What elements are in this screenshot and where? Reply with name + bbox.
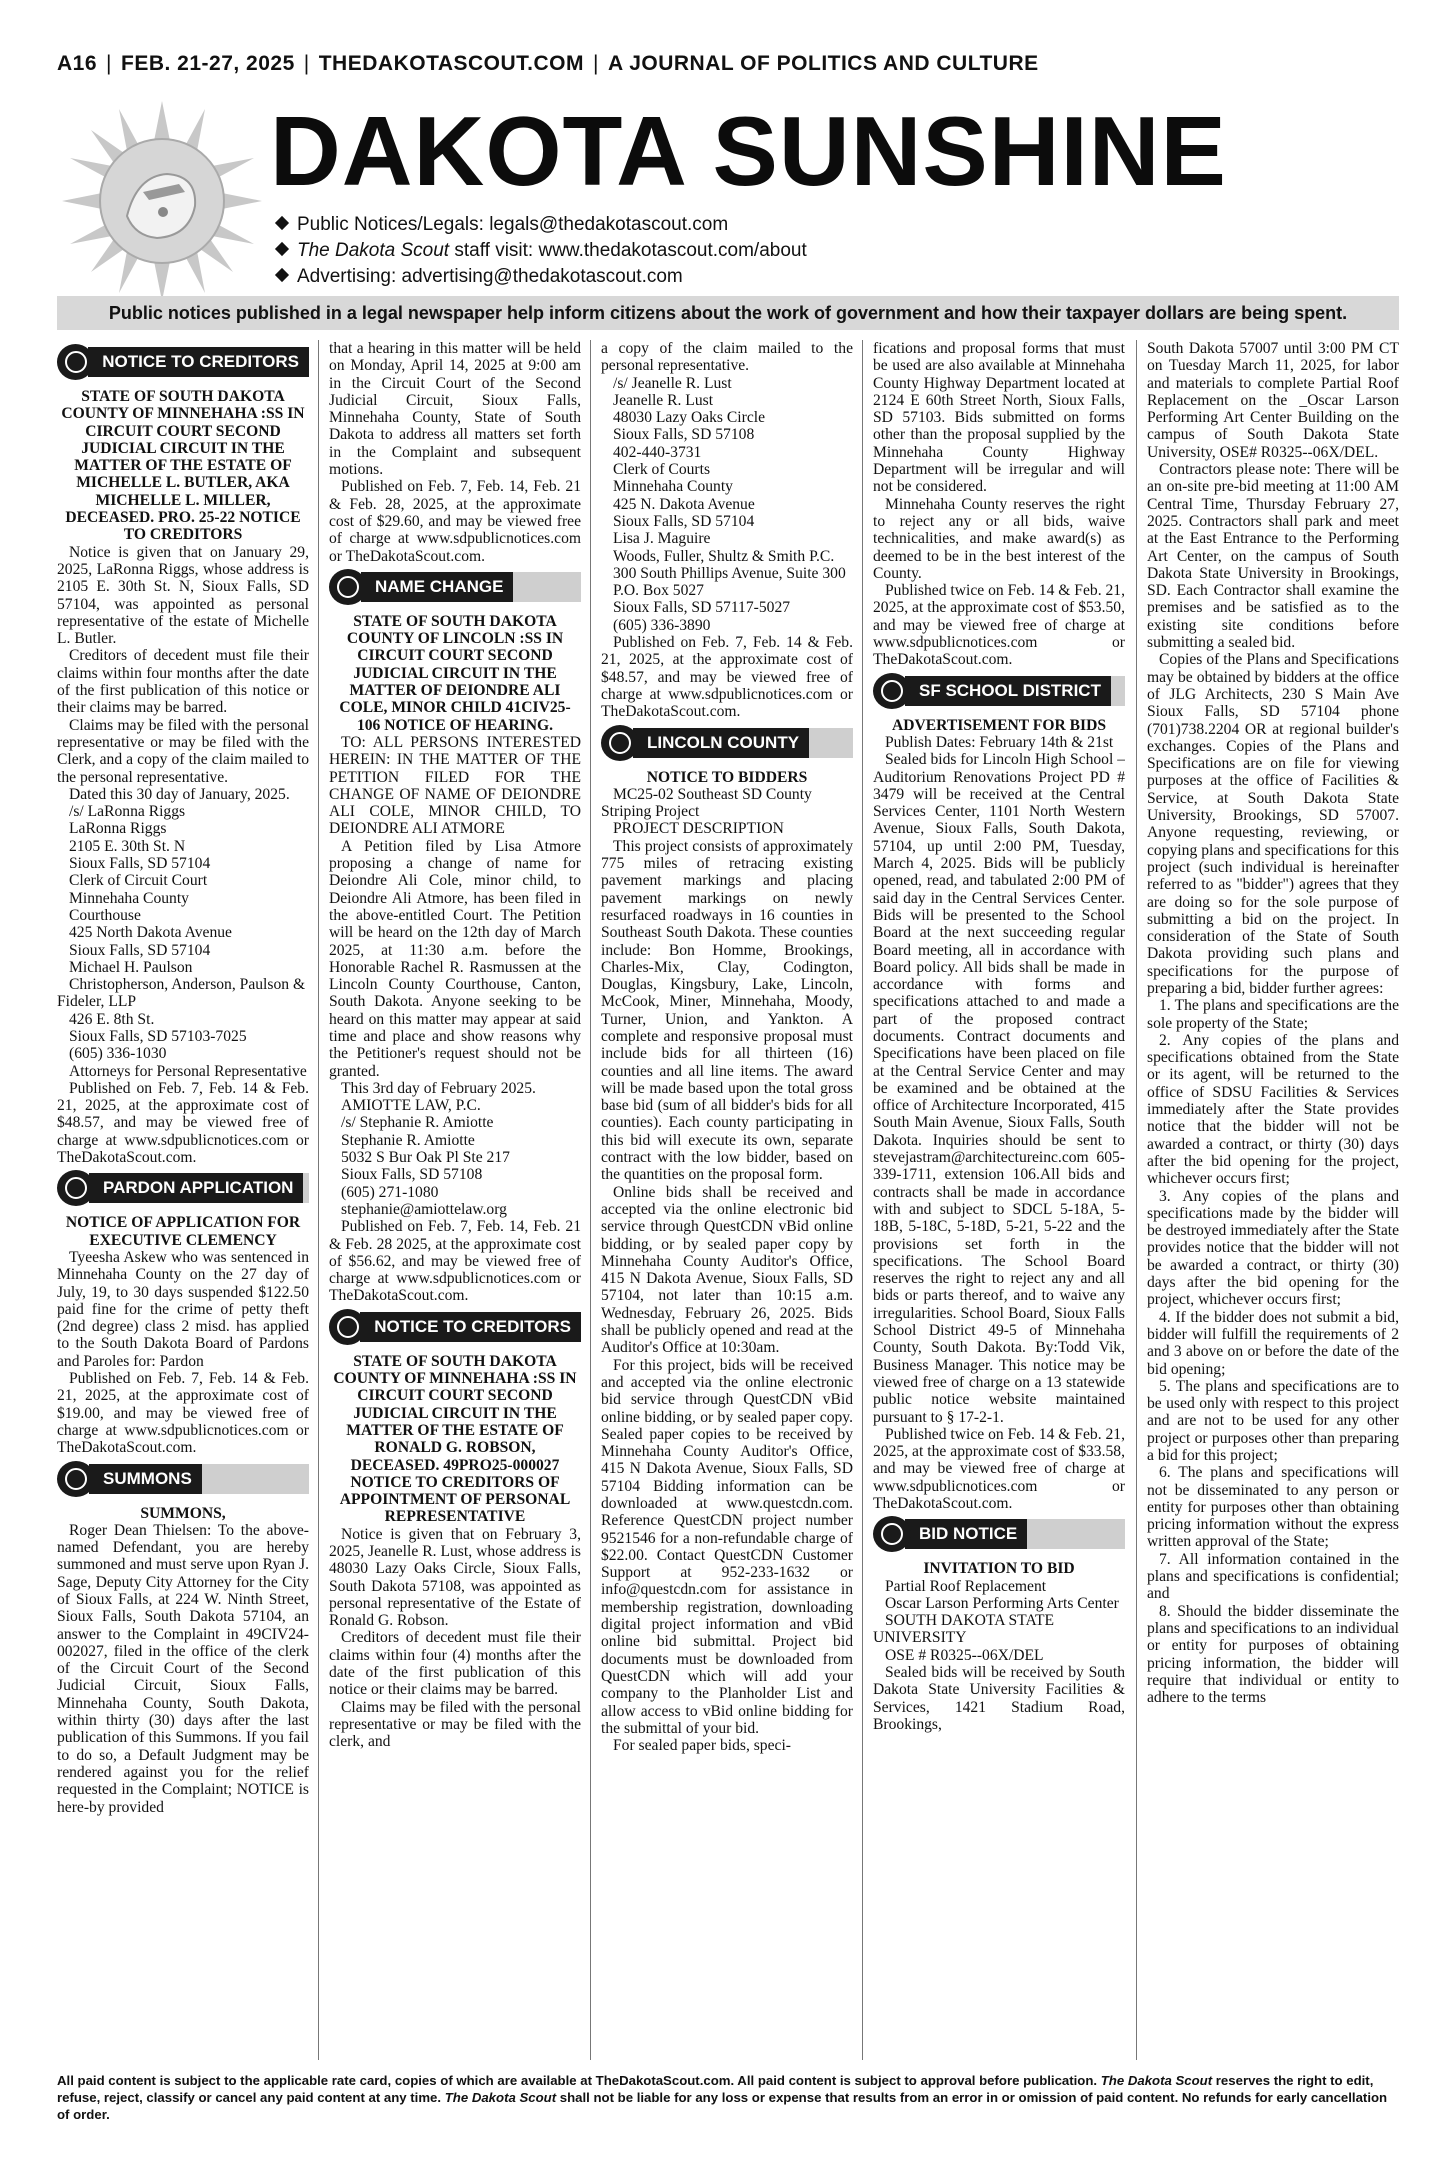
notice-paragraph: Notice is given that on January 29, 2025, LaRonna Riggs, whose address is 2105 E. 30th St. N, Sioux Falls, SD 57104, was appointed as personal representative of the estate of Michelle L. Butler. bbox=[57, 543, 309, 648]
contact-ads bbox=[275, 264, 807, 290]
publication-note: Published on Feb. 7, Feb. 14, Feb. 21 & Feb. 28, 2025, at the approximate cost of $29.60, and may be viewed free of charge at www.sdpublicnotices.com or TheDakotaScout.com. bbox=[329, 478, 581, 565]
notice-line: 425 N. Dakota Avenue bbox=[613, 495, 755, 513]
contact-staff-paper: The Dakota Scout bbox=[297, 240, 450, 261]
notice-caption: NOTICE TO BIDDERS bbox=[646, 768, 808, 786]
section-header-lincoln-county bbox=[601, 725, 853, 761]
notice-paragraph: Creditors of decedent must file their claims within four (4) months after the date of the first publication of this notice or their claims may be barred. bbox=[329, 1629, 581, 1699]
disclaimer-text: reserves the right to edit, refuse, reject, classify or cancel any paid content at any time. bbox=[57, 2073, 1374, 2105]
contact-legals bbox=[275, 212, 807, 238]
section-header-pardon-application bbox=[57, 1170, 309, 1206]
notice-paragraph: Minnehaha County reserves the right to reject any or all bids, waive technicalities, and make award(s) as deemed to be in the best interest of the County. bbox=[873, 495, 1125, 582]
notice-paragraph: Notice is given that on February 3, 2025, Jeanelle R. Lust, whose address is 48030 Lazy Oaks Circle, Sioux Falls, South Dakota 57108, was appointed as personal representative of the Estate of Ronald G. Robson. bbox=[329, 1525, 581, 1630]
notice-paragraph: TO: ALL PERSONS INTERESTED HEREIN: IN THE MATTER OF THE PETITION FILED FOR THE CHANGE OF NAME OF DEIONDRE ALI COLE, MINOR CHILD, TO DEIONDRE ALI ATMORE bbox=[329, 733, 581, 838]
notice-caption: ADVERTISEMENT FOR BIDS bbox=[891, 716, 1107, 734]
section-title: BID NOTICE bbox=[905, 1519, 1027, 1549]
notice-caption: STATE OF SOUTH DAKOTA COUNTY OF MINNEHAHA :SS IN CIRCUIT COURT SECOND JUDICIAL CIRCUIT IN THE MATTER OF THE ESTATE OF RONALD G. ROBSON, DECEASED. 49PRO25-000027 NOTICE TO CREDITORS OF APPOINTMENT OF PERSONAL REPRESENTATIVE bbox=[333, 1352, 577, 1526]
section-title: PARDON APPLICATION bbox=[89, 1173, 303, 1203]
column-5 bbox=[1147, 340, 1399, 2062]
notice-line: Michael H. Paulson bbox=[69, 958, 193, 976]
section-header-name-change bbox=[329, 569, 581, 605]
diamond-bullet-icon bbox=[275, 216, 289, 230]
notice-line: Sioux Falls, SD 57108 bbox=[613, 426, 755, 444]
notice-line: (605) 271-1080 bbox=[341, 1183, 439, 1201]
tagline: A JOURNAL OF POLITICS AND CULTURE bbox=[607, 52, 1039, 75]
list-item: 1. The plans and specifications are the sole property of the State; bbox=[1147, 997, 1399, 1032]
notice-caption: NOTICE OF APPLICATION FOR EXECUTIVE CLEMENCY bbox=[65, 1214, 301, 1249]
section-title: SF SCHOOL DISTRICT bbox=[905, 676, 1111, 706]
notice-paragraph: a copy of the claim mailed to the personal representative. bbox=[601, 340, 853, 375]
notice-line: Lisa J. Maguire bbox=[613, 530, 711, 548]
publication-note: Published twice on Feb. 14 & Feb. 21, 2025, at the approximate cost of $53.50, and may be viewed free of charge at www.sdpublicnotices.com or TheDakotaScout.com. bbox=[873, 582, 1125, 669]
notice-paragraph: South Dakota 57007 until 3:00 PM CT on Tuesday March 11, 2025, for labor and materials to complete Partial Roof Replacement on the _Oscar Larson Performing Art Center Building on the campus of South Dakota State University, OSE# R0325--06X/DEL. bbox=[1147, 340, 1399, 461]
publication-note: Published on Feb. 7, Feb. 14, Feb. 21 & Feb. 28 2025, at the approximate cost of $56.62, and may be viewed free of charge at www.sdpublicnotices.com or TheDakotaScout.com. bbox=[329, 1218, 581, 1305]
notice-caption: STATE OF SOUTH DAKOTA COUNTY OF MINNEHAHA :SS IN CIRCUIT COURT SECOND JUDICIAL CIRCUIT IN THE MATTER OF THE ESTATE OF MICHELLE L. BUTLER, AKA MICHELLE L. MILLER, DECEASED. PRO. 25-22 NOTICE TO CREDITORS bbox=[61, 388, 305, 544]
disclaimer-paper-name: The Dakota Scout bbox=[1100, 2073, 1213, 2088]
section-title: LINCOLN COUNTY bbox=[633, 728, 809, 758]
section-title: SUMMONS bbox=[89, 1464, 202, 1494]
column-3 bbox=[601, 340, 853, 2062]
notice-paragraph: fications and proposal forms that must be used are also available at Minnehaha County Highway Department located at 2124 E 60th Street North, Sioux Falls, SD 57103. Bids submitted on forms other than the proposal supplied by the Minnehaha County Highway Department will be irregular and will not be considered. bbox=[873, 340, 1125, 496]
notice-paragraph: Online bids shall be received and accepted via the online electronic bid service through QuestCDN vBid online bidding, or by sealed paper copy by Minnehaha County Auditor's Office, 415 N Dakota Avenue, Sioux Falls, SD 57104, not later than 10:15 a.m. Wednesday, February 26, 2025. Bids shall be publicly opened and read at the Auditor's Office at 10:30am. bbox=[601, 1183, 853, 1357]
notice-line: Sioux Falls, SD 57117-5027 bbox=[613, 599, 791, 617]
section-header-summons bbox=[57, 1461, 309, 1497]
seal-icon bbox=[873, 673, 911, 709]
list-item: 7. All information contained in the plans and specifications is confidential; and bbox=[1147, 1550, 1399, 1603]
notice-line: Sioux Falls, SD 57104 bbox=[69, 941, 211, 959]
notice-line: Oscar Larson Performing Arts Center bbox=[885, 1594, 1119, 1612]
contact-staff bbox=[275, 238, 807, 264]
notice-line: Woods, Fuller, Shultz & Smith P.C. bbox=[613, 547, 835, 565]
section-header-bid-notice bbox=[873, 1516, 1125, 1552]
sun-logo-icon bbox=[57, 96, 267, 306]
notice-paragraph: Roger Dean Thielsen: To the above-named Defendant, you are hereby summoned and must serve upon Ryan J. Sage, Deputy City Attorney for the City of Sioux Falls, at 224 W. Ninth Street, Sioux Falls, South Dakota 57104, an answer to the Complaint in 49CIV24-002027, filed in the office of the clerk of the Circuit Court of the Second Judicial Circuit, Sioux Falls, Minnehaha County, South Dakota, within thirty (30) days after the last publication of this Summons. If you fail to do so, a Default Judgment may be rendered against you for the relief requested in the Complaint; NOTICE is here-by provided bbox=[57, 1521, 309, 1816]
notice-line: PROJECT DESCRIPTION bbox=[613, 820, 784, 838]
notice-paragraph: that a hearing in this matter will be held on Monday, April 14, 2025 at 9:00 am in the Circuit Court of the Second Judicial Circuit, Sioux Falls, Minnehaha County, State of South Dakota to address all matters set forth in the Complaint and subsequent motions. bbox=[329, 340, 581, 479]
notice-paragraph: Contractors please note: There will be an on-site pre-bid meeting at 11:00 AM Central Time, Thursday February 27, 2025. Contractors shall park and meet at the East Entrance to the Performing Art Center, on the campus of South Dakota State University in Brookings, SD. Each Contractor shall examine the premises and be satisfied as to the existing site conditions before submitting a sealed bid. bbox=[1147, 461, 1399, 652]
notice-line: Stephanie R. Amiotte bbox=[341, 1131, 475, 1149]
column-2 bbox=[329, 340, 581, 2062]
site-link[interactable]: THEDAKOTASCOUT.COM bbox=[318, 52, 584, 75]
notice-line: Sioux Falls, SD 57104 bbox=[613, 512, 755, 530]
notice-line: stephanie@amiottelaw.org bbox=[341, 1200, 507, 1218]
notice-paragraph: Claims may be filed with the personal representative or may be filed with the clerk, and bbox=[329, 1698, 581, 1751]
list-item: 3. Any copies of the plans and specifications made by the bidder will be destroyed immediately after the State provides notice that the bidder will not be awarded a contract, or thirty (30) days after the bid opening for the project, whichever occurs first; bbox=[1147, 1187, 1399, 1309]
notice-paragraph: This project consists of approximately 775 miles of retracing existing pavement markings and placing pavement markings on newly resurfaced roadways in 16 counties in Southeast South Dakota. These counties include: Bon Homme, Brookings, Charles-Mix, Clay, Codington, Douglas, Kingsbury, Lake, Lincoln, McCook, Miner, Minnehaha, Moody, Turner, Union, and Yankton. A complete and responsive proposal must include bids for all thirteen (16) counties and all line items. The award will be made based upon the total gross base bid (sum of all bidder's bids for all counties). Each county participating in this bid will execute its own, separate contract with the low bidder, based on the quantities on the proposal form. bbox=[601, 837, 853, 1184]
notice-line: Attorneys for Personal Representative bbox=[69, 1062, 307, 1080]
notice-line: SOUTH DAKOTA STATE UNIVERSITY bbox=[873, 1612, 1055, 1647]
notice-paragraph: Sealed bids for Lincoln High School – Auditorium Renovations Project PD # 3479 will be received at the Central Services Center, 1101 North Western Avenue, Sioux Falls, South Dakota, 57104, up until 2:00 PM, Tuesday, March 4, 2025. Bids will be publicly opened, read, and tabulated 2:00 PM of said day in the Central Services Center. Bids will be presented to the School Board at the next succeeding regular Board meeting, all in accordance with Board policy. All bids shall be made in accordance with forms and specifications attached to and made a part of the proposed contract documents. Contract documents and Specifications have been placed on file at the Central Service Center and may be examined and be obtained at the office of Architecture Incorporated, 415 South Main Avenue, Sioux Falls, South Dakota. Inquiries should be sent to stevejastram@architectureinc.com 605-339-1711, extension 106.All bids and contracts shall be made in accordance with and subject to SDCL 5-18A, 5-18B, 5-18C, 5-18D, 5-21, 5-22 and the provisions set forth in the specifications. The School Board reserves the right to reject any and all bids or parts thereof, and to waive any irregularities. School Board, Sioux Falls School District 49-5 of Minnehaha County, South Dakota. By:Todd Vik, Business Manager. This notice may be viewed free of charge on a 13 statewide public notice website maintained pursuant to § 17-2-1. bbox=[873, 751, 1125, 1426]
paid-content-disclaimer bbox=[57, 2072, 1399, 2123]
column-4 bbox=[873, 340, 1125, 2062]
page-number: A16 bbox=[57, 52, 98, 75]
diamond-bullet-icon bbox=[275, 242, 289, 256]
notice-paragraph: A Petition filed by Lisa Atmore proposing a change of name for Deiondre Ali Cole, minor child, to Deiondre Ali Atmore, has been filed in the above-entitled Court. The Petition will be heard on the 12th day of March 2025, at 11:30 a.m. before the Honorable Rachel R. Rasmussen at the Lincoln County Courthouse, Canton, South Dakota. Anyone seeking to be heard on this matter may appear at said time and place and show reasons why the Petitioner's request should not be granted. bbox=[329, 837, 581, 1080]
public-notice-banner: Public notices published in a legal newspaper help inform citizens about the work of government and how their taxpayer dollars are being spent. bbox=[57, 296, 1399, 330]
notice-line: Sioux Falls, SD 57104 bbox=[69, 855, 211, 873]
disclaimer-paper-name: The Dakota Scout bbox=[444, 2090, 557, 2105]
list-item: 5. The plans and specifications are to be used only with respect to this project and are not to be used for any other project or purposes other than preparing a bid for this project; bbox=[1147, 1377, 1399, 1464]
notice-line: 300 South Phillips Avenue, Suite 300 bbox=[613, 564, 846, 582]
issue-dates: FEB. 21-27, 2025 bbox=[121, 52, 295, 75]
notice-caption: SUMMONS, bbox=[140, 1504, 226, 1522]
disclaimer-text: All paid content is subject to the applicable rate card, copies of which are available at TheDakotaScout.com. All paid content is subject to approval before publication. bbox=[57, 2073, 1101, 2088]
notice-caption: STATE OF SOUTH DAKOTA COUNTY OF LINCOLN :SS IN CIRCUIT COURT SECOND JUDICIAL CIRCUIT IN THE MATTER OF DEIONDRE ALI COLE, MINOR CHILD 41CIV25-106 NOTICE OF HEARING. bbox=[339, 612, 571, 734]
publication-note: Published on Feb. 7, Feb. 14 & Feb. 21, 2025, at the approximate cost of $48.57, and may be viewed free of charge at www.sdpublicnotices.com or TheDakotaScout.com. bbox=[57, 1079, 309, 1167]
list-item: 6. The plans and specifications will not be disseminated to any person or entity for purposes other than obtaining pricing information without the express written approval of the State; bbox=[1147, 1464, 1399, 1551]
disclaimer-text: shall not be liable for any loss or expense that results from an error in or omission of paid content. No refunds for early cancellation of order. bbox=[57, 2090, 1388, 2122]
notice-line: 425 North Dakota Avenue bbox=[69, 924, 232, 942]
seal-icon bbox=[57, 344, 94, 380]
notice-line: Minnehaha County bbox=[613, 478, 733, 496]
contact-staff-text[interactable]: staff visit: www.thedakotascout.com/about bbox=[449, 240, 807, 261]
notice-line: 426 E. 8th St. bbox=[69, 1010, 155, 1028]
notice-line: Sioux Falls, SD 57108 bbox=[341, 1166, 483, 1184]
section-title: NOTICE TO CREDITORS bbox=[360, 1312, 581, 1342]
seal-icon bbox=[601, 725, 639, 761]
notice-line: Clerk of Courts bbox=[613, 461, 711, 479]
section-header-sf-school-district bbox=[873, 673, 1125, 709]
notice-paragraph: Tyeesha Askew who was sentenced in Minnehaha County on the 27 day of July, 19, to 30 days suspended $122.50 paid fine for the crime of petty theft (2nd degree) class 2 misd. has applied to the South Dakota Board of Pardons and Paroles for: Pardon bbox=[57, 1248, 309, 1370]
notice-columns bbox=[57, 340, 1399, 2062]
contact-ads-text[interactable]: Advertising: advertising@thedakotascout.com bbox=[297, 266, 683, 287]
page-dateline: A16 | FEB. 21-27, 2025 | THEDAKOTASCOUT.COM | A JOURNAL OF POLITICS AND CULTURE bbox=[57, 52, 1039, 75]
notice-line: 48030 Lazy Oaks Circle bbox=[613, 409, 765, 427]
notice-line: Jeanelle R. Lust bbox=[613, 391, 714, 409]
publication-note: Published on Feb. 7, Feb. 14 & Feb. 21, 2025, at the approximate cost of $19.00, and may be viewed free of charge at www.sdpublicnotices.com or TheDakotaScout.com. bbox=[57, 1370, 309, 1457]
notice-paragraph: This 3rd day of February 2025. bbox=[341, 1079, 536, 1097]
notice-paragraph: Claims may be filed with the personal representative or may be filed with the Clerk, and a copy of the claim mailed to the personal representative. bbox=[57, 716, 309, 786]
diamond-bullet-icon bbox=[275, 268, 289, 282]
notice-line: Minnehaha County bbox=[69, 889, 189, 907]
notice-paragraph: For sealed paper bids, speci- bbox=[613, 1737, 791, 1755]
notice-line: /s/ LaRonna Riggs bbox=[69, 803, 186, 821]
seal-icon bbox=[57, 1461, 95, 1497]
notice-line: (605) 336-1030 bbox=[69, 1045, 167, 1063]
notice-line: Sioux Falls, SD 57103-7025 bbox=[69, 1027, 247, 1045]
section-header-notice-to-creditors bbox=[57, 344, 309, 380]
list-item: 2. Any copies of the plans and specifications obtained from the State or its agent, will be returned to the office of SDSU Facilities & Services immediately after the State provides notice that the bidder will not be awarded a contract, or thirty (30) days after the bid opening for the project, whichever occurs first; bbox=[1147, 1031, 1399, 1188]
notice-paragraph: Creditors of decedent must file their claims within four months after the date of the first publication of this notice or their claims may be barred. bbox=[57, 647, 309, 717]
notice-line: /s/ Jeanelle R. Lust bbox=[613, 374, 732, 392]
notice-line: 402-440-3731 bbox=[613, 443, 702, 461]
column-1 bbox=[57, 340, 309, 2062]
section-title: NAME CHANGE bbox=[361, 572, 513, 602]
notice-line: P.O. Box 5027 bbox=[613, 582, 704, 600]
publication-note: Published twice on Feb. 14 & Feb. 21, 2025, at the approximate cost of $33.58, and may be viewed free of charge at www.sdpublicnotices.com or TheDakotaScout.com. bbox=[873, 1425, 1125, 1512]
notice-line: AMIOTTE LAW, P.C. bbox=[341, 1097, 481, 1115]
contact-list bbox=[275, 212, 807, 290]
notice-line: Clerk of Circuit Court bbox=[69, 872, 208, 890]
section-title: NOTICE TO CREDITORS bbox=[88, 347, 309, 377]
notice-line: Christopherson, Anderson, Paulson & Fideler, LLP bbox=[57, 976, 306, 1011]
notice-caption: INVITATION TO BID bbox=[923, 1560, 1075, 1578]
section-header-notice-to-creditors bbox=[329, 1309, 581, 1345]
notice-line: (605) 336-3890 bbox=[613, 616, 711, 634]
notice-paragraph: For this project, bids will be received and accepted via the online electronic bid service through QuestCDN vBid online bidding, or by sealed paper copy. Sealed paper copies to be received by Minnehaha County Auditor's Office, 415 N Dakota Avenue, Sioux Falls, SD 57104 Bidding information can be downloaded at www.questcdn.com. Reference QuestCDN project number 9521546 for a non-refundable charge of $22.00. Contact QuestCDN Customer Support at 952-233-1632 or info@questcdn.com for assistance in membership registration, downloading digital project information and vBid online bid submittal. Project bid documents must be downloaded from QuestCDN which will add your company to the Planholder List and allow access to vBid online bidding for the submittal of your bid. bbox=[601, 1356, 853, 1737]
notice-paragraph: Copies of the Plans and Specifications may be obtained by bidders at the office of JLG Architects, 230 S Main Ave Sioux Falls, SD 57104 phone (701)738.2204 OR at regional builder's exchanges. Copies of the Plans and Specifications are on file for viewing purposes at the office of Facilities & Service, at South Dakota State University, Brookings, SD 57007. Anyone requesting, reviewing, or copying plans and specifications for this project (such individual is hereinafter referred to as "bidder") agrees that they are doing so for the sole purpose of submitting a bid on the project. In consideration of the State of South Dakota providing such plans and specifications for the purpose of preparing a bid, bidder further agrees: bbox=[1147, 651, 1399, 997]
publication-note: Published on Feb. 7, Feb. 14 & Feb. 21, 2025, at the approximate cost of $48.57, and may be viewed free of charge at www.sdpublicnotices.com or TheDakotaScout.com. bbox=[601, 634, 853, 721]
notice-line: Publish Dates: February 14th & 21st bbox=[885, 733, 1114, 751]
seal-icon bbox=[329, 569, 367, 605]
notice-paragraph: Dated this 30 day of January, 2025. bbox=[69, 785, 290, 803]
masthead-title: DAKOTA SUNSHINE bbox=[270, 96, 1227, 206]
list-item: 8. Should the bidder disseminate the plans and specifications to an individual or entity for purposes of obtaining pricing information, the bidder will require that individual or entity to adhere to the terms bbox=[1147, 1602, 1399, 1707]
notice-line: Partial Roof Replacement bbox=[885, 1577, 1047, 1595]
notice-line: LaRonna Riggs bbox=[69, 820, 167, 838]
list-item: 4. If the bidder does not submit a bid, bidder will fulfill the requirements of 2 and 3 above on or before the date of the bid opening; bbox=[1147, 1308, 1399, 1378]
contact-legals-text[interactable]: Public Notices/Legals: legals@thedakotascout.com bbox=[297, 214, 729, 235]
notice-paragraph: Sealed bids will be received by South Dakota State University Facilities & Services, 1421 Stadium Road, Brookings, bbox=[873, 1664, 1125, 1733]
notice-line: Courthouse bbox=[69, 906, 141, 924]
notice-line: /s/ Stephanie R. Amiotte bbox=[341, 1114, 494, 1132]
notice-line: OSE # R0325--06X/DEL bbox=[885, 1646, 1044, 1664]
notice-line: 5032 S Bur Oak Pl Ste 217 bbox=[341, 1149, 510, 1167]
notice-line: 2105 E. 30th St. N bbox=[69, 837, 186, 855]
notice-line: MC25-02 Southeast SD County Striping Project bbox=[601, 785, 812, 821]
seal-icon bbox=[329, 1309, 366, 1345]
